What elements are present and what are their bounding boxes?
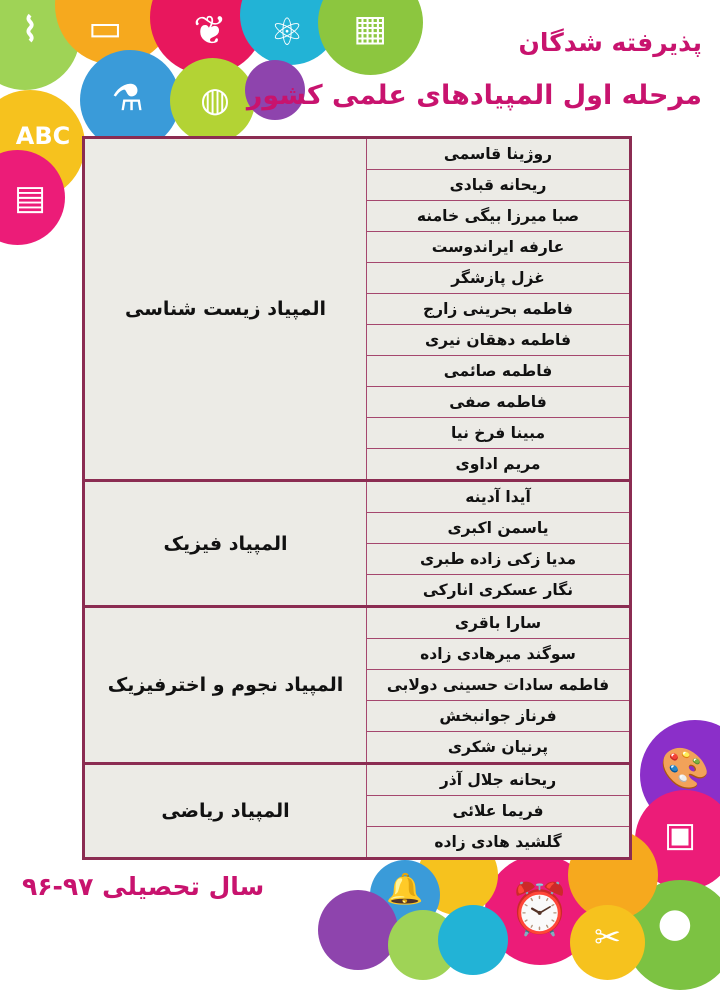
student-name: غزل پازشگر — [367, 263, 631, 294]
student-name: آیدا آدینه — [367, 481, 631, 513]
mouse-circle — [438, 905, 508, 975]
student-name: سارا باقری — [367, 607, 631, 639]
student-name: ریحانه قبادی — [367, 170, 631, 201]
student-name: مریم اداوی — [367, 449, 631, 481]
roster-body — [84, 138, 631, 859]
student-name: سوگند میرهادی زاده — [367, 639, 631, 670]
olympiad-subject: المپیاد ریاضی — [84, 764, 367, 859]
olympiad-subject: المپیاد زیست شناسی — [84, 138, 367, 481]
student-name: فاطمه صائمی — [367, 356, 631, 387]
student-name: مبینا فرخ نیا — [367, 418, 631, 449]
student-name: روژینا قاسمی — [367, 138, 631, 170]
student-name: فرناز جوانبخش — [367, 701, 631, 732]
student-name: یاسمن اکبری — [367, 513, 631, 544]
abc-icon: ABC — [15, 122, 71, 150]
table-row — [84, 481, 631, 513]
page-title-line1: پذیرفته شدگان — [518, 28, 702, 57]
student-name: صبا میرزا بیگی خامنه — [367, 201, 631, 232]
olympiad-subject: المپیاد فیزیک — [84, 481, 367, 607]
student-name: نگار عسکری انارکی — [367, 575, 631, 607]
bus-icon: ▭ — [87, 8, 122, 49]
olympiad-subject: المپیاد نجوم و اخترفیزیک — [84, 607, 367, 764]
student-name: فریما علائی — [367, 796, 631, 827]
leaf-icon: ❦ — [193, 8, 227, 54]
alarm-clock-icon: ⏰ — [508, 880, 572, 938]
scissors-icon: ✂ — [594, 918, 621, 956]
microscope-icon: ⚗ — [111, 78, 144, 119]
table-row — [84, 764, 631, 796]
apple-icon: ● — [657, 900, 693, 946]
student-name: ریحانه جلال آذر — [367, 764, 631, 796]
student-name: فاطمه صفی — [367, 387, 631, 418]
academic-year-label: سال تحصیلی ۹۷-۹۶ — [22, 872, 265, 901]
calculator-icon: ▦ — [352, 8, 387, 49]
student-name: فاطمه بحرینی زارج — [367, 294, 631, 325]
bell-icon: 🔔 — [386, 872, 424, 907]
student-name: فاطمه دهقان نیری — [367, 325, 631, 356]
palette-icon: 🎨 — [660, 746, 710, 792]
atom-icon: ⚛ — [269, 10, 305, 54]
dna-icon: ⌇ — [21, 10, 39, 50]
student-name: عارفه ایراندوست — [367, 232, 631, 263]
student-name: مدیا زکی زاده طبری — [367, 544, 631, 575]
table-row — [84, 607, 631, 639]
globe-icon: ◍ — [200, 80, 230, 120]
clipboard-icon: ▤ — [13, 178, 47, 218]
student-name: فاطمه سادات حسینی دولابی — [367, 670, 631, 701]
student-name: گلشید هادی زاده — [367, 827, 631, 859]
page-title-line2: مرحله اول المپیادهای علمی کشور — [246, 80, 702, 111]
student-name: پرنیان شکری — [367, 732, 631, 764]
olympiad-roster-table — [82, 136, 632, 860]
table-row — [84, 138, 631, 170]
briefcase-icon: ▣ — [663, 815, 697, 855]
